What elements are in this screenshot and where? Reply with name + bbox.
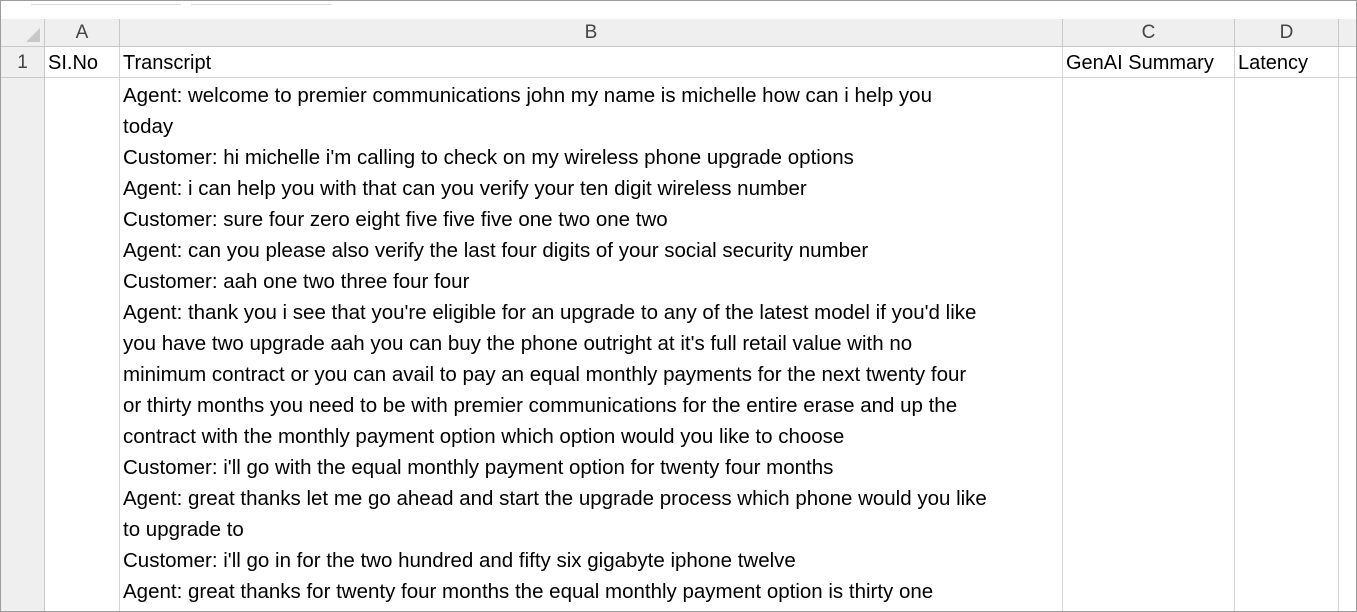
- transcript-line: Customer: i'll go in for the two hundred and fifty six gigabyte iphone twelve: [123, 549, 796, 572]
- transcript-line: Agent: thank you i see that you're eligible for an upgrade to any of the latest model if you'd like: [123, 301, 977, 324]
- transcript-line: today: [123, 115, 174, 138]
- transcript-line: Customer: i'll go with the equal monthly payment option for twenty four months: [123, 456, 834, 479]
- column-divider: [119, 47, 120, 612]
- transcript-line: Agent: great thanks for twenty four months the equal monthly payment option is thirty one: [123, 580, 934, 603]
- select-all-corner[interactable]: [1, 19, 45, 46]
- transcript-line: you have two upgrade aah you can buy the phone outright at it's full retail value with no: [123, 332, 913, 355]
- cell-b2-transcript[interactable]: [123, 80, 1063, 607]
- row-divider: [1, 77, 44, 78]
- transcript-line: Agent: i can help you with that can you verify your ten digit wireless number: [123, 177, 807, 200]
- cell-grid: [45, 47, 1357, 612]
- tab-ghost: [191, 1, 331, 5]
- column-header-a[interactable]: A: [45, 19, 120, 46]
- transcript-line: Agent: can you please also verify the last four digits of your social security number: [123, 239, 869, 262]
- transcript-line: contract with the monthly payment option which option would you like to choose: [123, 425, 845, 448]
- cell-b1[interactable]: Transcript: [123, 52, 212, 74]
- select-all-icon: [26, 28, 40, 42]
- column-header-row: [1, 19, 1357, 47]
- transcript-line: Agent: great thanks let me go ahead and start the upgrade process which phone would you like: [123, 487, 987, 510]
- transcript-line: minimum contract or you can avail to pay an equal monthly payments for the next twenty four: [123, 363, 967, 386]
- row-divider: [45, 77, 1357, 78]
- column-divider: [1234, 47, 1235, 612]
- cell-a1[interactable]: SI.No: [48, 52, 99, 74]
- row-header-1[interactable]: 1: [17, 52, 28, 73]
- transcript-line: Customer: hi michelle i'm calling to check on my wireless phone upgrade options: [123, 146, 854, 169]
- transcript-line: Customer: sure four zero eight five five five one two one two: [123, 208, 668, 231]
- tab-ghost: [31, 1, 181, 5]
- cell-d1[interactable]: Latency: [1238, 52, 1309, 74]
- cell-c1[interactable]: GenAI Summary: [1066, 52, 1214, 74]
- column-header-d[interactable]: D: [1235, 19, 1339, 46]
- column-header-c[interactable]: C: [1063, 19, 1235, 46]
- transcript-line: Customer: aah one two three four four: [123, 270, 470, 293]
- column-header-b[interactable]: B: [120, 19, 1063, 46]
- transcript-line: to upgrade to: [123, 518, 244, 541]
- row-header-column: [1, 47, 45, 612]
- tab-strip: [1, 1, 1357, 19]
- transcript-line: or thirty months you need to be with premier communications for the entire erase and up the: [123, 394, 958, 417]
- transcript-line: Agent: welcome to premier communications john my name is michelle how can i help you: [123, 84, 932, 107]
- column-divider: [1338, 47, 1339, 612]
